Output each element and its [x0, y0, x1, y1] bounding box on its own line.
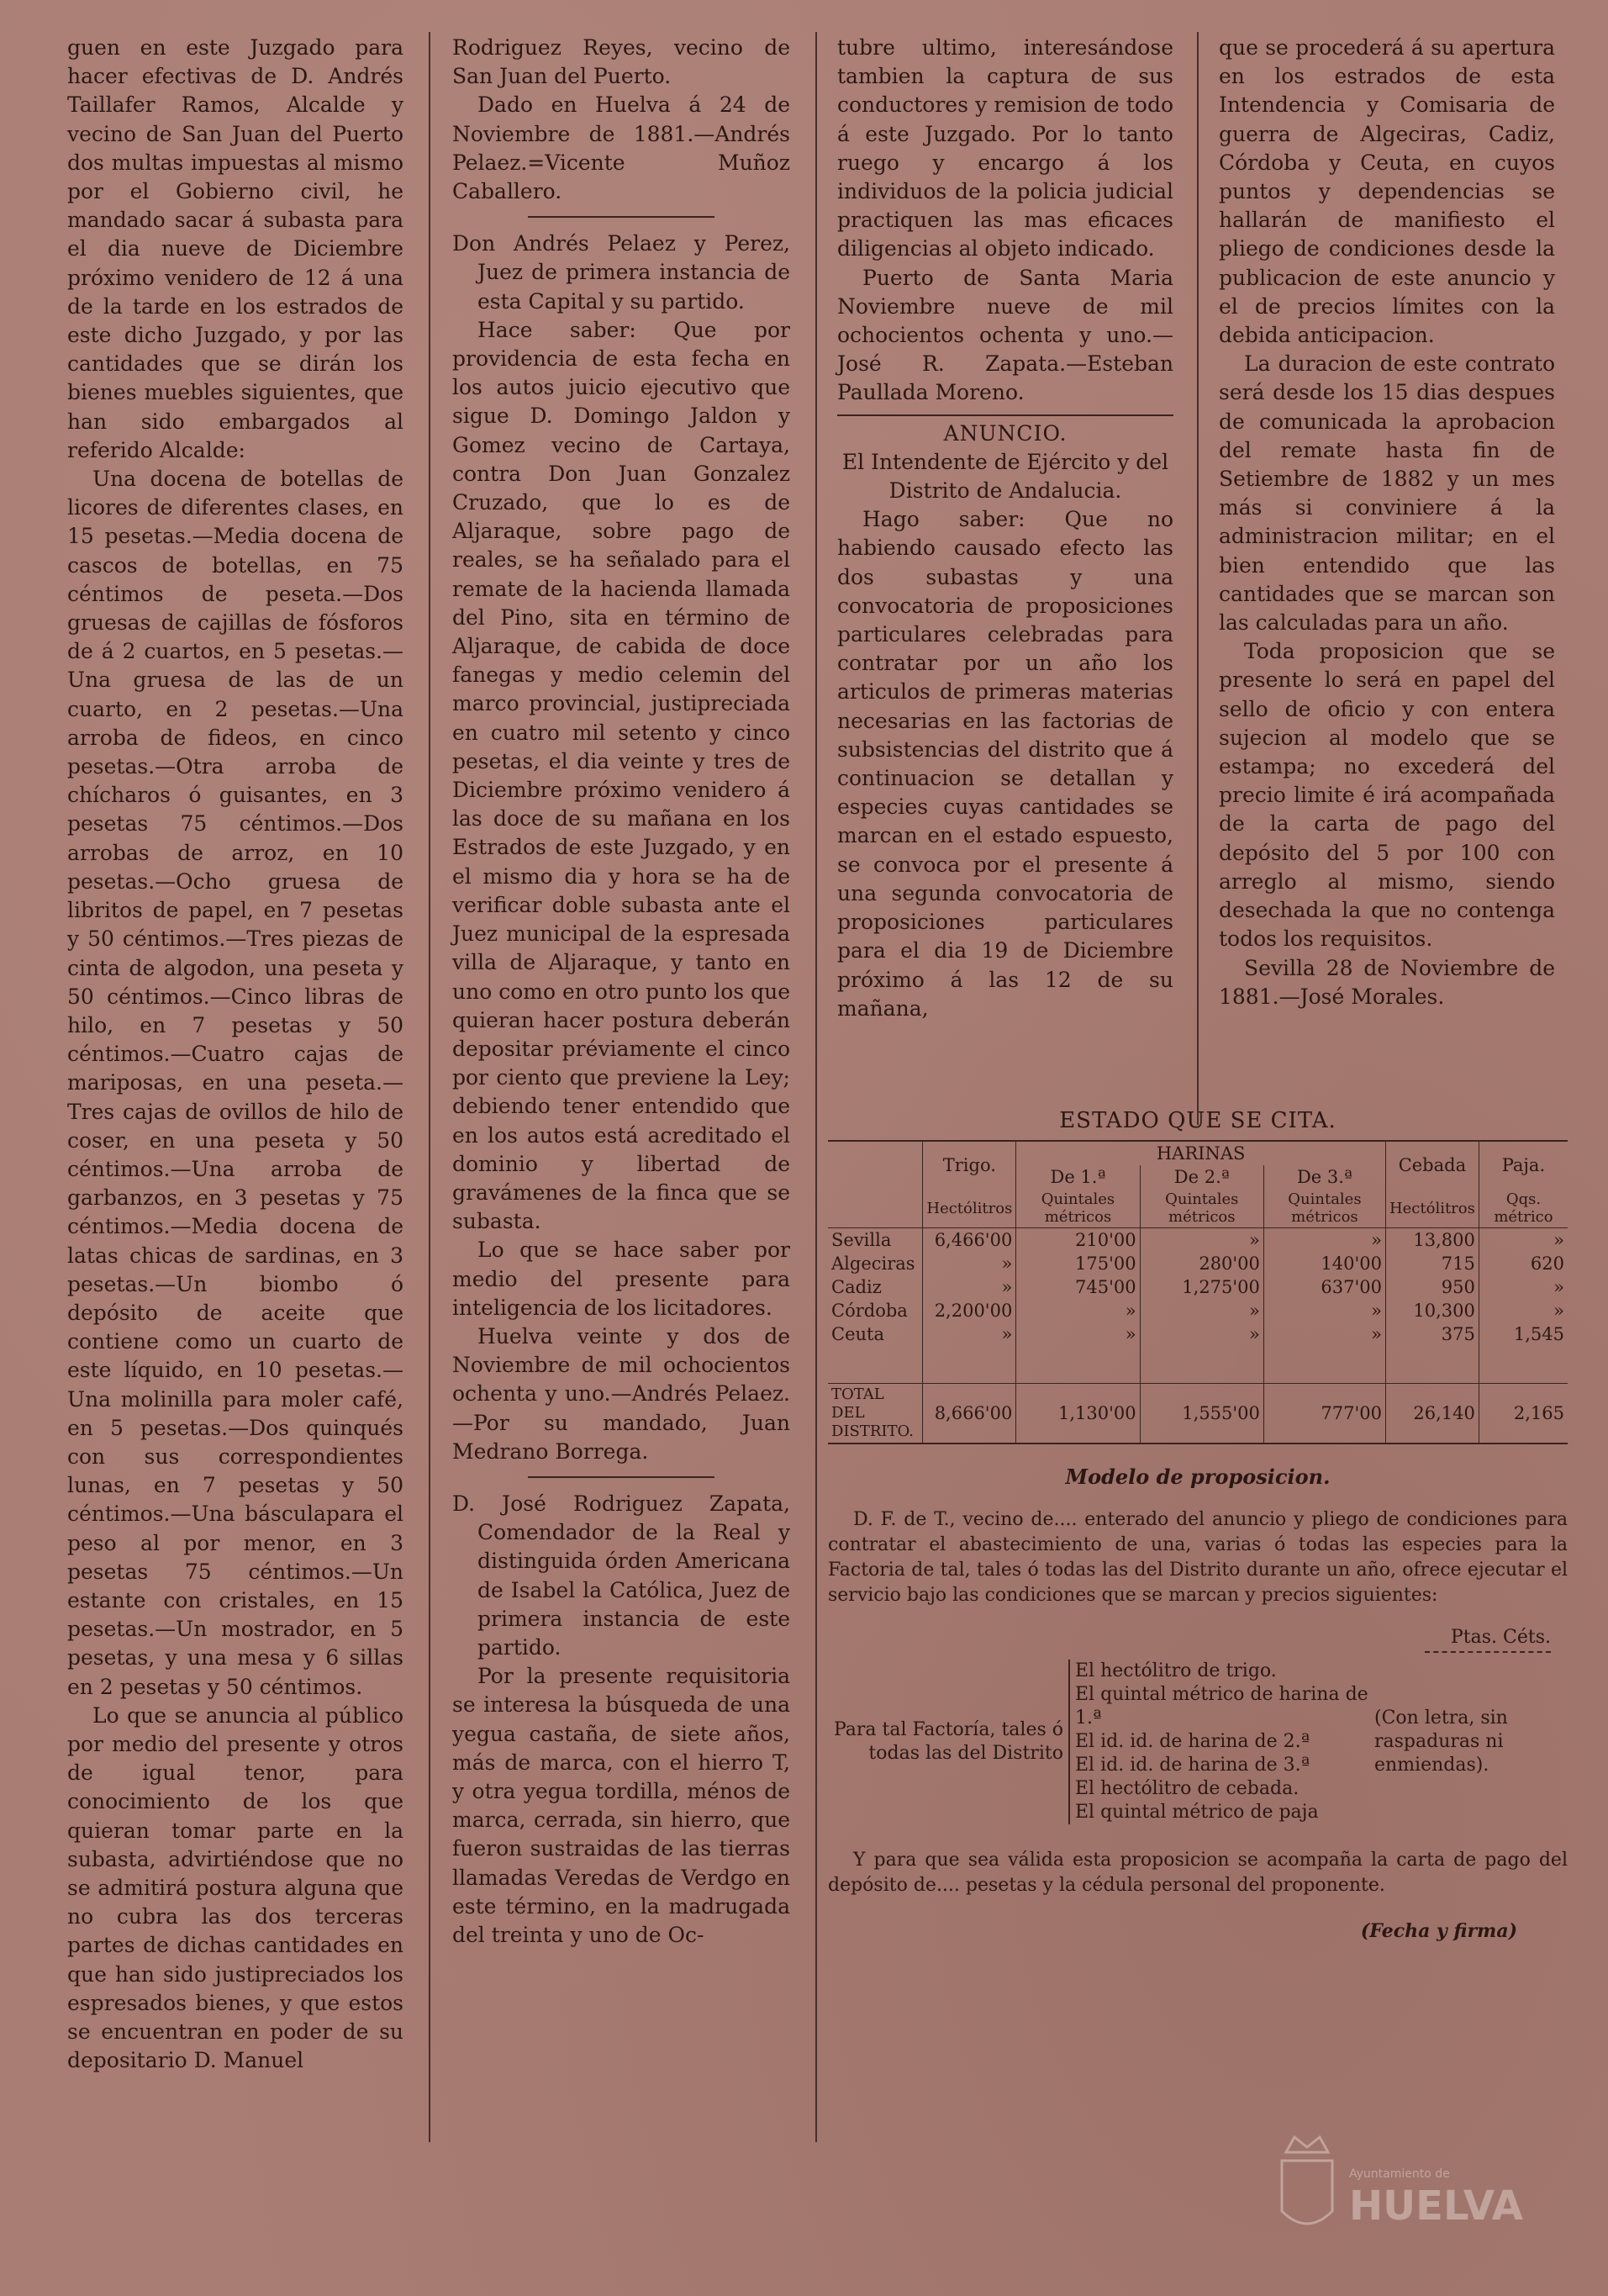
unit-header: Quintales métricos: [1263, 1189, 1385, 1228]
column-divider: [1197, 32, 1199, 1125]
unit-header: Quintales métricos: [1140, 1189, 1263, 1228]
text-paragraph: Huelva veinte y dos de Noviembre de mil ochocientos ochenta y uno.—Andrés Pelaez.—Por su mandado, Juan Medrano Borrega.: [452, 1323, 790, 1464]
table-cell: »: [923, 1322, 1016, 1346]
table-header: De 2.ª: [1140, 1165, 1263, 1189]
row-label: Cadiz: [831, 1277, 882, 1297]
text-paragraph: Lo que se anuncia al público por medio del presente y otros de igual tenor, para conocimiento de los que quieran tomar parte en la subasta, advirtiéndose que no se admitirá postura alguna que no cubra las dos terceras partes de dichas cantidades en que han sido justipreciados los espresados bienes, y que estos se encuentran en poder de su depositario D. Manuel: [67, 1702, 403, 2073]
factoria-label: Para tal Factoría, tales ó todas las del Distrito: [833, 1719, 1063, 1764]
table-cell: »: [1140, 1228, 1263, 1253]
table-cell: 2,200'00: [923, 1299, 1016, 1322]
table-cell: »: [923, 1252, 1016, 1275]
text-paragraph: Puerto de Santa Maria Noviembre nueve de mil ochocientos ochenta y uno.—José R. Zapata.—Esteban Paullada Moreno.: [837, 265, 1173, 405]
list-item: El quintal métrico de harina de 1.ª: [1075, 1684, 1368, 1729]
table-cell: 745'00: [1016, 1275, 1140, 1299]
text-paragraph: Hace saber: Que por providencia de esta fecha en los autos juicio ejecutivo que sigue D. Domingo Jaldon y Gomez vecino de Cartaya, contra Don Juan Gonzalez Cruzado, que lo es de Aljaraque, sobre pago de reales, se ha señalado para el remate de la hacienda llamada del Pino, sita en término de Aljaraque, de cabida de doce fanegas y medio celemin del marco provincial, justipreciada en cuatro mil setento y cinco pesetas, el dia veinte y tres de Diciembre próximo venidero á las doce de su mañana en los Estrados de este Juzgado, y en el mismo dia y hora se ha de verificar doble subasta ante el Juez municipal de la espresada villa de Aljaraque, y tanto en uno como en otro punto los que quieran hacer postura deberán depositar préviamente el cinco por ciento que previene la Ley; debiendo tener entendido que en los autos está acreditado el dominio y libertad de gravámenes de la finca que se subasta.: [452, 317, 790, 1234]
column-3: [837, 34, 1173, 1023]
table-header: De 1.ª: [1016, 1165, 1140, 1189]
fecha-firma: (Fecha y firma): [1360, 1920, 1517, 1942]
column-2: [452, 34, 790, 1950]
total-cell: 26,140: [1385, 1384, 1479, 1444]
row-label: Sevilla: [831, 1230, 892, 1250]
table-row: [828, 1275, 1568, 1299]
row-label: Ceuta: [831, 1324, 884, 1344]
table-cell: »: [1016, 1299, 1140, 1322]
table-header: Trigo.: [923, 1141, 1016, 1189]
total-cell: 2,165: [1479, 1384, 1568, 1444]
list-item: El hectólitro de cebada.: [1075, 1778, 1300, 1799]
section-rule: [837, 414, 1173, 416]
text-paragraph: Lo que se hace saber por medio del presente para inteligencia de los licitadores.: [452, 1238, 790, 1320]
notice-heading: D. José Rodriguez Zapata, Comendador de la Real y distinguida órden Americana de Isabel la Católica, Juez de primera instancia de este partido.: [452, 1491, 790, 1660]
price-list: [828, 1660, 1568, 1824]
total-cell: 1,130'00: [1016, 1384, 1140, 1444]
text-paragraph: Toda proposicion que se presente lo será en papel del sello de oficio y con entera sujecion al modelo que se estampa; no excederá del precio limite é irá acompañada de la carta de pago del depósito del 5 por 100 con arreglo al mismo, siendo desechada la que no contenga todos los requisitos.: [1219, 639, 1555, 952]
column-1: [67, 34, 403, 2075]
column-divider: [815, 32, 817, 2142]
column-divider: [429, 32, 430, 2142]
table-row: [828, 1252, 1568, 1275]
text-paragraph: Rodriguez Reyes, vecino de San Juan del Puerto.: [452, 35, 790, 89]
price-note: (Con letra, sin raspaduras ni enmiendas).: [1374, 1707, 1508, 1776]
row-label: Córdoba: [831, 1301, 908, 1321]
notice-heading: El Intendente de Ejército y del Distrito de Andalucia.: [841, 449, 1169, 504]
table-cell: »: [1263, 1322, 1385, 1346]
price-items: [1068, 1660, 1374, 1824]
table-cell: 375: [1385, 1322, 1479, 1346]
table-cell: 6,466'00: [923, 1228, 1016, 1253]
text-paragraph: Dado en Huelva á 24 de Noviembre de 1881.—Andrés Pelaez.=Vicente Muñoz Caballero.: [452, 92, 790, 204]
total-cell: 1,555'00: [1140, 1384, 1263, 1444]
text-paragraph: Una docena de botellas de licores de diferentes clases, en 15 pesetas.—Media docena de cascos de botellas, en 75 céntimos de peseta.—Dos gruesas de cajillas de fósforos de á 2 cuartos, en 5 pesetas.—Una gruesa de las de un cuarto, en 2 pesetas.—Una arroba de fideos, en cinco pesetas.—Otra arroba de chícharos ó guisantes, en 3 pesetas 75 céntimos.—Dos arrobas de arroz, en 10 pesetas.—Ocho gruesa de libritos de papel, en 7 pesetas y 50 céntimos.—Tres piezas de cinta de algodon, una peseta y 50 céntimos.—Cinco libras de hilo, en 7 pesetas y 50 céntimos.—Cuatro cajas de mariposas, en una peseta.—Tres cajas de ovillos de hilo de coser, en una peseta y 50 céntimos.—Una arroba de garbanzos, en 3 pesetas y 75 céntimos.—Media docena de latas chicas de sardinas, en 3 pesetas.—Un biombo ó depósito de aceite que contiene como un cuarto de este líquido, en 10 pesetas.—Una molinilla para moler café, en 5 pesetas.—Dos quinqués con sus correspondientes lunas, en 7 pesetas y 50 céntimos.—Una básculapara el peso al por menor, en 3 pesetas 75 céntimos.—Un estante con cristales, en 15 pesetas.—Un mostrador, en 5 pesetas, y una mesa y 6 sillas en 2 pesetas y 50 céntimos.: [67, 467, 403, 1699]
row-label: Algeciras: [831, 1254, 915, 1274]
text-paragraph: guen en este Juzgado para hacer efectivas de D. Andrés Taillafer Ramos, Alcalde y vecino de San Juan del Puerto dos multas impuestas al mismo por el Gobierno civil, he mandado sacar á subasta para el dia nueve de Diciembre próximo venidero de 12 á una de la tarde en los estrados de este dicho Juzgado, y por las cantidades que se dirán los bienes muebles siguientes, que han sido embargados al referido Alcalde:: [67, 35, 403, 462]
table-cell: 210'00: [1016, 1228, 1140, 1253]
unit-header: Hectólitros: [1385, 1189, 1479, 1228]
table-cell: »: [1479, 1299, 1568, 1322]
table-header: Paja.: [1479, 1141, 1568, 1189]
table-cell: »: [1016, 1322, 1140, 1346]
estado-table: [828, 1140, 1568, 1444]
table-cell: 620: [1479, 1252, 1568, 1275]
table-header: HARINAS: [1016, 1141, 1386, 1165]
table-row: [828, 1322, 1568, 1346]
table-cell: 950: [1385, 1275, 1479, 1299]
signature-line: Sevilla 28 de Noviembre de 1881.—José Morales.: [1219, 955, 1555, 1009]
text-paragraph: que se procederá á su apertura en los estrados de esta Intendencia y Comisaria de guerra de Algeciras, Cadiz, Córdoba y Ceuta, en cuyos puntos y dependencias se hallarán de manifiesto el pliego de condiciones desde la publicacion de este anuncio y el de precios límites con la debida anticipacion.: [1219, 35, 1555, 348]
total-cell: 8,666'00: [923, 1384, 1016, 1444]
total-cell: 777'00: [1263, 1384, 1385, 1444]
table-cell: 280'00: [1140, 1252, 1263, 1275]
logo-subtext: Ayuntamiento de: [1349, 2167, 1450, 2181]
modelo-title: Modelo de proposicion.: [1065, 1465, 1331, 1489]
text-paragraph: Por la presente requisitoria se interesa la búsqueda de una yegua castaña, de siete años, más de marca, con el hierro T, y otra yegua tordilla, ménos de marca, cerrada, sin hierro, que fueron sustraidas de las tierras llamadas Veredas de Verdgo en este término, en la madrugada del treinta y uno de Oc-: [452, 1664, 790, 1947]
modelo-closing: Y para que sea válida esta proposicion se acompaña la carta de pago del depósito de.... pesetas y la cédula personal del proponente.: [828, 1850, 1568, 1896]
table-cell: 1,275'00: [1140, 1275, 1263, 1299]
notice-heading: Don Andrés Pelaez y Perez, Juez de primera instancia de esta Capital y su partido.: [452, 231, 790, 314]
table-header: Cebada: [1385, 1141, 1479, 1189]
huelva-crest-logo: [1265, 2127, 1576, 2262]
list-item: El hectólitro de trigo.: [1075, 1660, 1277, 1681]
table-cell: »: [1263, 1228, 1385, 1253]
table-cell: 637'00: [1263, 1275, 1385, 1299]
table-cell: »: [1479, 1275, 1568, 1299]
unit-header: Hectólitros: [923, 1189, 1016, 1228]
table-cell: 13,800: [1385, 1228, 1479, 1253]
total-row: [828, 1384, 1568, 1444]
table-cell: »: [1140, 1322, 1263, 1346]
table-row: [828, 1299, 1568, 1322]
column-4: [1219, 34, 1555, 1011]
section-rule: [528, 216, 714, 218]
modelo-text: D. F. de T., vecino de.... enterado del anuncio y pliego de condiciones para contratar el abastecimiento de una, varias ó todas las especies para la Factoria de tal, tales ó todas las del Distrito durante un año, ofrece ejecutar el servicio bajo las condiciones que se marcan y precios siguientes:: [828, 1509, 1568, 1606]
unit-header: Qqs. métrico: [1479, 1189, 1568, 1228]
table-cell: »: [1263, 1299, 1385, 1322]
table-cell: 1,545: [1479, 1322, 1568, 1346]
estado-title: ESTADO QUE SE CITA.: [1059, 1108, 1336, 1133]
table-cell: »: [1140, 1299, 1263, 1322]
table-cell: 715: [1385, 1252, 1479, 1275]
list-item: El id. id. de harina de 3.ª: [1075, 1755, 1310, 1776]
anuncio-heading: ANUNCIO.: [943, 420, 1068, 446]
dashed-rule: [1425, 1651, 1551, 1653]
unit-header: Quintales métricos: [1016, 1189, 1140, 1228]
estado-section: [828, 1108, 1568, 1942]
ptas-header: Ptas. Céts.: [1450, 1627, 1551, 1648]
table-header: De 3.ª: [1263, 1165, 1385, 1189]
table-cell: 140'00: [1263, 1252, 1385, 1275]
table-cell: »: [923, 1275, 1016, 1299]
table-cell: 10,300: [1385, 1299, 1479, 1322]
list-item: El quintal métrico de paja: [1075, 1802, 1319, 1823]
total-label: TOTAL DEL DISTRITO.: [828, 1384, 923, 1444]
text-paragraph: Hago saber: Que no habiendo causado efecto las dos subastas y una convocatoria de proposiciones particulares celebradas para contratar por un año los articulos de primeras materias necesarias en las factorias de subsistencias del distrito que á continuacion se detallan y especies cuyas cantidades se marcan en el estado espuesto, se convoca por el presente á una segunda convocatoria de proposiciones particulares para el dia 19 de Diciembre próximo á las 12 de su mañana,: [837, 507, 1173, 1021]
text-paragraph: tubre ultimo, interesándose tambien la captura de sus conductores y remision de todo á este Juzgado. Por lo tanto ruego y encargo á los individuos de la policia judicial practiquen las mas eficaces diligencias al objeto indicado.: [837, 35, 1173, 261]
section-rule: [528, 1476, 714, 1478]
table-row: [828, 1228, 1568, 1253]
logo-text: HUELVA: [1349, 2183, 1523, 2230]
list-item: El id. id. de harina de 2.ª: [1075, 1731, 1310, 1752]
table-cell: »: [1479, 1228, 1568, 1253]
table-cell: 175'00: [1016, 1252, 1140, 1275]
text-paragraph: La duracion de este contrato será desde los 15 dias despues de comunicada la aprobacion del remate hasta fin de Setiembre de 1882 y un mes más si conviniere á la administracion militar; en el bien entendido que las cantidades que se marcan son las calculadas para un año.: [1219, 351, 1555, 636]
